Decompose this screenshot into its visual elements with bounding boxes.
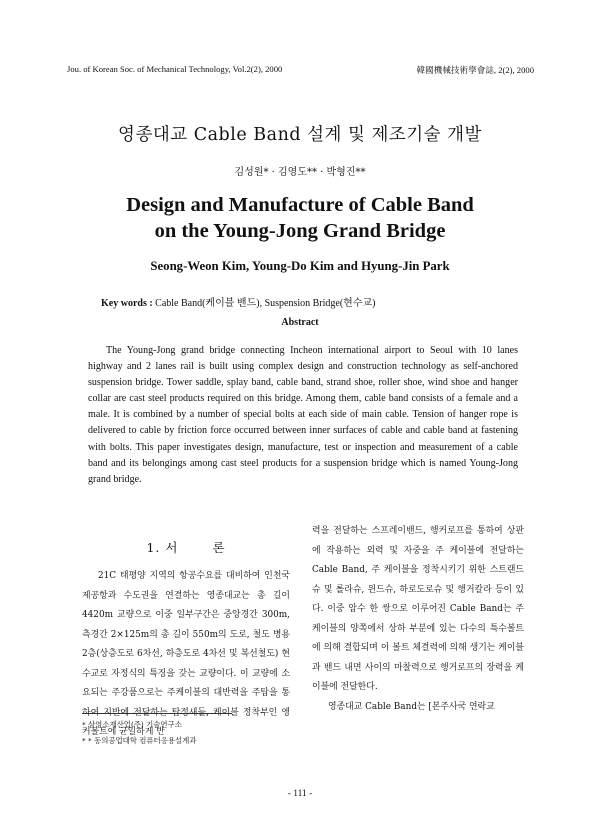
abstract-body: The Young-Jong grand bridge connecting Incheon international airport to Seoul with 10 lanes highway and 2 lanes rail is built using complex design and construction technology as self-anchored suspension bridge. Tower saddle, splay band, cable band, strand shoe, roller shoe, wind shoe and hanger collar are cast steel products required on this bridge. Among them, cable band consists of a female and a male. It is combined by a number of special bolts at each side of main cable. Tension of hanger rope is delivered to cable by friction force occurred between inner surfaces of cable and cable band at fastening with bolts. This paper investigates design, manufacture, test or inspection and measurement of a cable band and its belongings among cast steel products for a suspension bridge which is named Young-Jong grand bridge. (88, 345, 518, 485)
footnote-divider (82, 713, 232, 714)
english-title (0, 192, 600, 244)
right-column-para2: 영종대교 Cable Band는 [본주사국 연락교 (328, 701, 495, 712)
section-title-a: 서 (165, 540, 179, 555)
section-heading (82, 538, 290, 556)
korean-authors: 김성원* · 김영도** · 박형진** (234, 167, 366, 178)
right-column-para1: 력을 전달하는 스프레이밴드, 행커로프를 통하여 상판에 작용하는 외력 및 자중을 주 케이블에 전달하는 Cable Band, 주 케이블을 정착시키기 위한 스트랜드슈 및 롤라슈, 윈드슈, 하로도로슈 및 행거칼라 등이 있다. 이중 암수 한 쌍으로 이루어진 Cable Band는 주 케이블의 양쪽에서 상하 부분에 있는 다수의 특수볼트에 의해 결합되며 이 볼트 체결력에 의해 생기는 케이블과 밴드 내면 사이의 마찰력으로 행거로프의 장력을 케이블에 전달한다. (312, 526, 524, 692)
journal-header-left: Jou. of Korean Soc. of Mechanical Technology, Vol.2(2), 2000 (67, 64, 283, 74)
journal-header-right: 韓國機械技術學會誌, 2(2), 2000 (416, 65, 534, 75)
keywords-text: Cable Band(케이블 밴드), Suspension Bridge(현수교) (155, 298, 376, 309)
english-title-line2: on the Young-Jong Grand Bridge (154, 220, 446, 242)
section-number: 1. (146, 540, 161, 555)
page-number: - 111 - (287, 789, 313, 799)
section-title-b: 론 (212, 540, 226, 555)
english-title-line1: Design and Manufacture of Cable Band (126, 194, 474, 216)
korean-title: 영종대교 Cable Band 설계 및 제조기술 개발 (118, 125, 482, 145)
footnote-1: * 삼영소재산업(주) 기술연구소 (82, 720, 182, 729)
english-authors: Seong-Weon Kim, Young-Do Kim and Hyung-Jin Park (150, 259, 450, 273)
keywords (101, 294, 375, 309)
keywords-label: Key words : (101, 298, 153, 309)
left-column-text: 21C 태평양 지역의 항공수요를 대비하여 인천국제공항과 수도권을 연결하는 영종대교는 총 길이 4420m 교량으로 이중 일부구간은 중앙경간 300m, 측경간 2×125m의 총 길이 550m의 도로, 철도 병용 2층(상층도로 6차선, 하층도로 4차선 및 복선철도) 현수교로 자정식의 특징을 갖는 교량이다. 이 교량에 소요되는 주강품으로는 주케이블의 대반력을 주탑을 통하여 지반에 전달하는 탑정새들, 케이블 정착부인 앵커볼트에 균일하게 반 (82, 571, 290, 737)
right-column (312, 522, 524, 717)
footnote-2: * * 동의공업대학 컴퓨터응용설계과 (82, 736, 197, 745)
abstract-heading: Abstract (281, 317, 319, 328)
